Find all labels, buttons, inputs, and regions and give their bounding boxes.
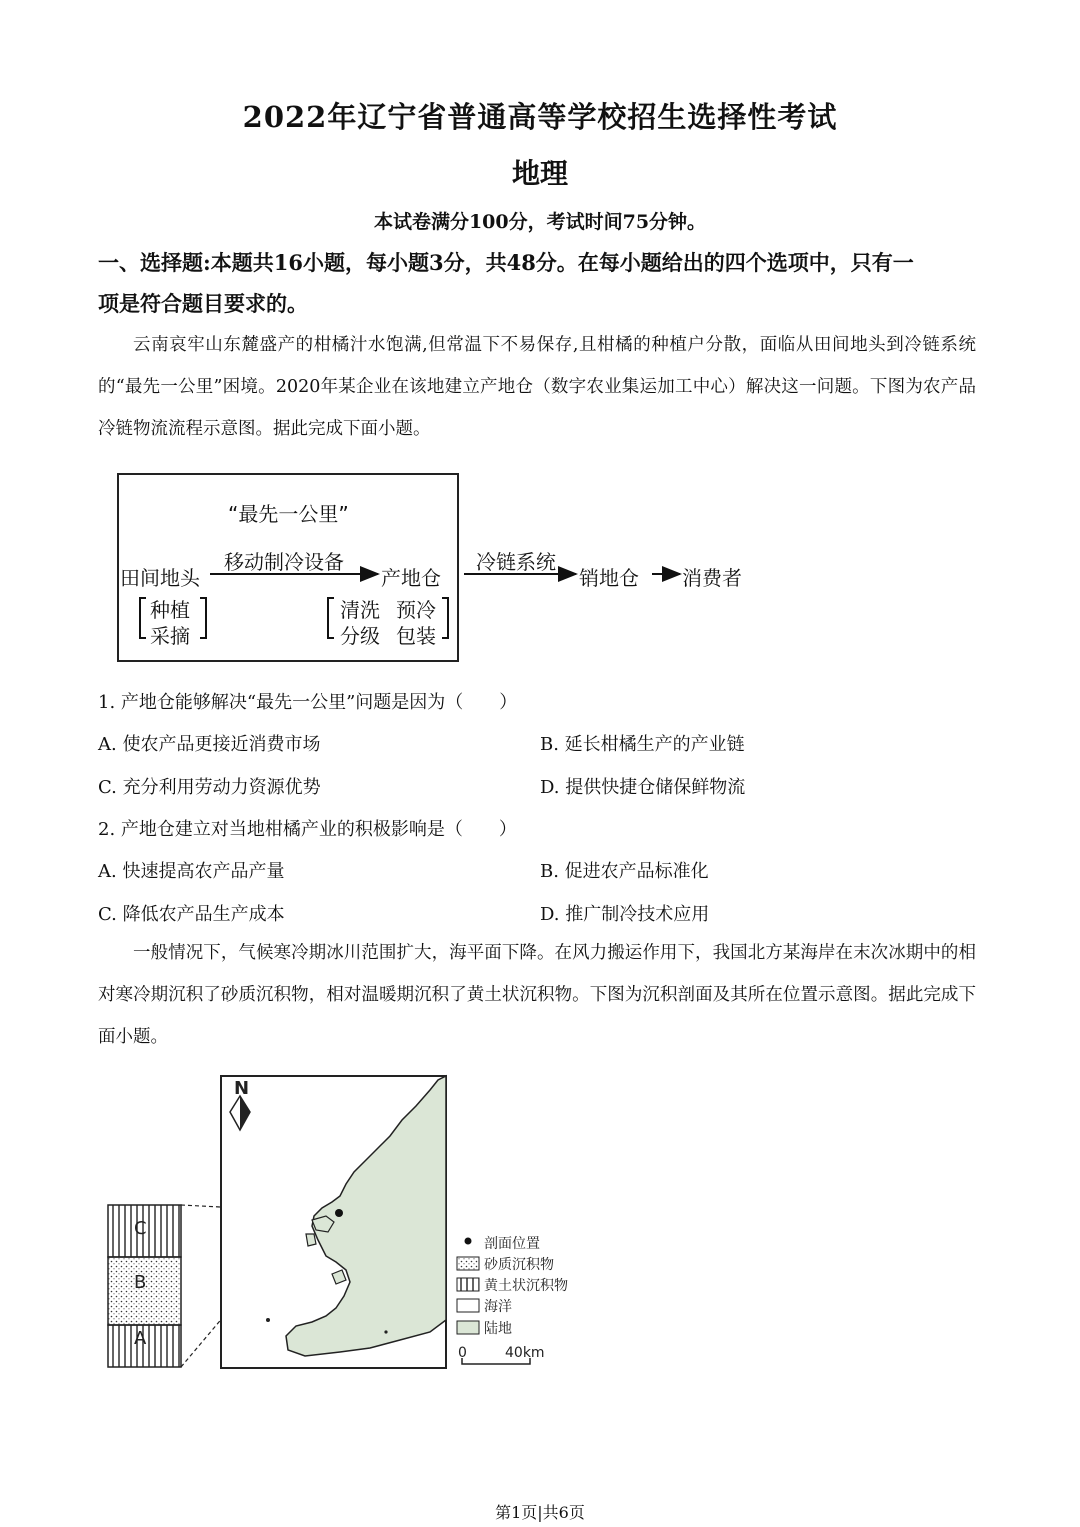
legend-profile-label: 剖面位置 xyxy=(484,1236,540,1252)
q2-stem: 2. 产地仓建立对当地柑橘产业的积极影响是（ ） xyxy=(98,819,517,840)
island-dot-2 xyxy=(384,1330,387,1333)
q1-option-a: A. 使农产品更接近消费市场 xyxy=(98,734,321,755)
profile-location-dot xyxy=(335,1209,343,1217)
flow-plant: 种植 xyxy=(150,598,190,622)
legend-sand-swatch xyxy=(457,1257,479,1270)
q1-stem: 1. 产地仓能够解决“最先一公里”问题是因为（ ） xyxy=(98,692,518,713)
section-heading-line2: 项是符合题目要求的。 xyxy=(98,291,308,316)
flow-cold-chain: 冷链系统 xyxy=(476,550,556,574)
legend-dot-icon xyxy=(465,1238,472,1245)
q2-option-a: A. 快速提高农产品产量 xyxy=(98,861,285,882)
q2-option-b: B. 促进农产品标准化 xyxy=(540,861,709,882)
bracket-left-open xyxy=(140,598,146,638)
subject-title: 地理 xyxy=(511,157,568,190)
passage-1: 云南哀牢山东麓盛产的柑橘汁水饱满,但常温下不易保存,且柑橘的种植户分散，面临从田间地头到冷链系统的“最先一公里”困境。2020年某企业在该地建立产地仓（数字农业集运加工中心）解决这一问题。下图为农产品冷链物流流程示意图。据此完成下面小题。 xyxy=(98,335,976,439)
flow-pick: 采摘 xyxy=(150,624,190,648)
island-2 xyxy=(306,1234,316,1246)
legend-land-swatch xyxy=(457,1321,479,1334)
legend-sand-label: 砂质沉积物 xyxy=(484,1257,554,1273)
legend-loess-label: 黄土状沉积物 xyxy=(484,1278,568,1294)
legend-ocean-label: 海洋 xyxy=(484,1299,512,1315)
legend-land-label: 陆地 xyxy=(484,1321,512,1337)
island-dot-1 xyxy=(266,1318,270,1322)
layer-b-label: B xyxy=(134,1272,147,1293)
flow-grade: 分级 xyxy=(340,624,380,648)
q2-option-d: D. 推广制冷技术应用 xyxy=(540,904,710,925)
legend-ocean-swatch xyxy=(457,1299,479,1312)
legend-loess-swatch xyxy=(457,1278,479,1291)
flow-consumer: 消费者 xyxy=(682,566,742,590)
bracket-left-close xyxy=(200,598,206,638)
q1-option-d: D. 提供快捷仓储保鲜物流 xyxy=(540,777,746,798)
q1-option-c: C. 充分利用劳动力资源优势 xyxy=(98,777,321,798)
bracket-right-close xyxy=(442,598,448,638)
flow-pack: 包装 xyxy=(396,624,436,648)
passage-2: 一般情况下，气候寒冷期冰川范围扩大，海平面下降。在风力搬运作用下，我国北方某海岸在末次冰期中的相对寒冷期沉积了砂质沉积物，相对温暖期沉积了黄土状沉积物。下图为沉积剖面及其所在位置示意图。据此完成下面小题。 xyxy=(98,943,976,1047)
page-footer: 第1页|共6页 xyxy=(495,1503,585,1522)
exam-info: 本试卷满分100分，考试时间75分钟。 xyxy=(373,211,707,233)
layer-a-label: A xyxy=(134,1328,147,1349)
layer-c-label: C xyxy=(134,1218,147,1239)
flow-arrows xyxy=(0,0,1080,700)
sediment-map-figure xyxy=(100,1070,600,1375)
flow-origin-warehouse: 产地仓 xyxy=(381,566,441,590)
scale-zero-label: 0 xyxy=(458,1345,467,1361)
q1-option-b: B. 延长柑橘生产的产业链 xyxy=(540,734,745,755)
flow-wash: 清洗 xyxy=(340,598,380,622)
flow-first-mile-label: “最先一公里” xyxy=(228,502,349,526)
section-heading-line1: 一、选择题:本题共16小题，每小题3分，共48分。在每小题给出的四个选项中，只有一 xyxy=(98,250,914,275)
bracket-right-open xyxy=(328,598,334,638)
flow-field: 田间地头 xyxy=(120,566,200,590)
flow-precool: 预冷 xyxy=(396,598,436,622)
flow-sales-warehouse: 销地仓 xyxy=(579,566,639,590)
q2-option-c: C. 降低农产品生产成本 xyxy=(98,904,285,925)
north-label: N xyxy=(234,1078,250,1099)
scale-distance-label: 40km xyxy=(505,1345,545,1361)
flow-mobile-cooling: 移动制冷设备 xyxy=(224,550,344,574)
exam-title: 2022年辽宁省普通高等学校招生选择性考试 xyxy=(242,100,838,134)
